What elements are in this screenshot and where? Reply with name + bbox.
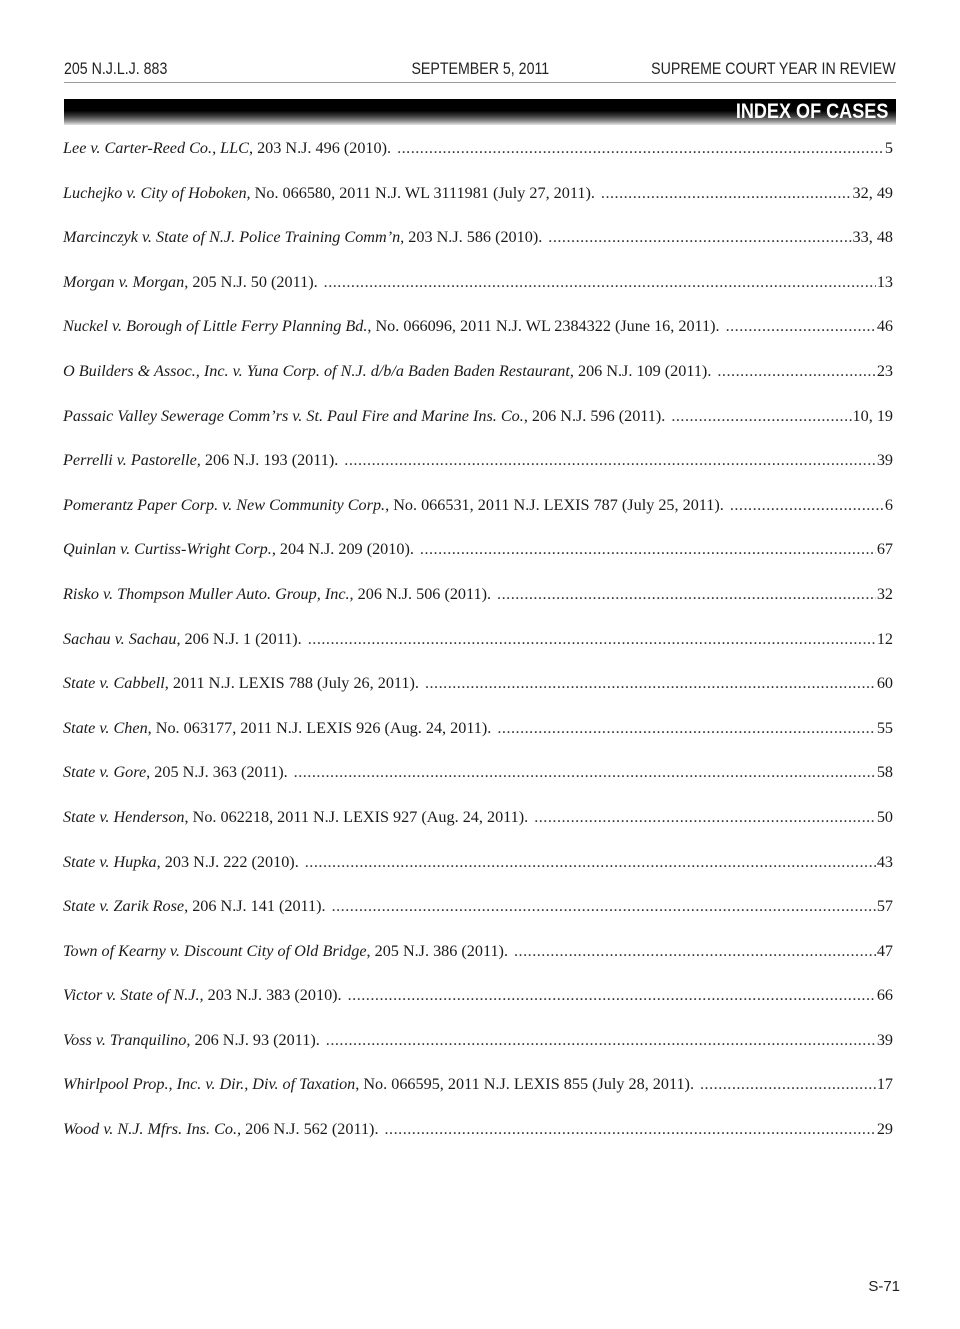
index-entry (63, 1120, 893, 1165)
case-citation: , 203 N.J. 496 (2010). (248, 139, 392, 157)
case-name: Luchejko v. City of Hoboken, (63, 183, 251, 202)
case-name: State v. Chen (63, 718, 148, 737)
index-entry-line (63, 897, 893, 916)
case-name: Wood v. N.J. Mfrs. Ins. Co., (63, 1120, 242, 1139)
page-reference: 46 (876, 317, 893, 336)
index-entry-line (63, 451, 893, 470)
dot-leader (348, 986, 876, 1005)
section-banner (64, 99, 896, 125)
index-entry-line (63, 763, 893, 782)
dot-leader (730, 496, 884, 515)
page-number: S-71 (868, 1278, 900, 1295)
index-entry (63, 407, 893, 452)
index-entry-line (63, 496, 893, 515)
index-entry-line (63, 317, 893, 336)
index-entry (63, 763, 893, 808)
case-name: Lee v. Carter-Reed Co., LLC (63, 139, 249, 157)
case-name: Quinlan v. Curtiss-Wright Corp. (63, 540, 272, 559)
dot-leader (332, 897, 876, 916)
case-name: Sachau v. Sachau (63, 629, 177, 648)
index-entry-line (63, 986, 893, 1005)
index-entry (63, 496, 893, 541)
case-name: Passaic Valley Sewerage Comm’rs v. St. Paul Fire and Marine Ins. Co. (63, 406, 524, 425)
index-entry (63, 986, 893, 1031)
index-entry (63, 451, 893, 496)
page-reference: 10, 19 (852, 406, 893, 425)
index-entry (63, 228, 893, 273)
dot-leader (497, 585, 876, 604)
case-citation: 206 N.J. 193 (2011). (200, 451, 339, 470)
case-citation: 203 N.J. 383 (2010). (203, 986, 342, 1005)
index-entry (63, 942, 893, 987)
case-name: Perrelli v. Pastorelle, (63, 451, 201, 470)
case-citation: 205 N.J. 50 (2011). (188, 272, 318, 291)
index-entry (63, 362, 893, 407)
case-citation: 206 N.J. 562 (2011). (241, 1120, 379, 1139)
index-entry (63, 630, 893, 675)
index-entry-line (63, 585, 893, 604)
index-entry-line (63, 139, 893, 158)
case-citation: 206 N.J. 506 (2011). (353, 584, 492, 603)
page-reference: 66 (876, 986, 893, 1005)
case-citation: No. 066580, 2011 N.J. WL 3111981 (July 27, 2011). (250, 183, 595, 202)
index-entry-line (63, 719, 893, 738)
page-reference: 5 (884, 139, 893, 157)
page-reference: 12 (876, 629, 893, 648)
case-name: Risko v. Thompson Muller Auto. Group, Inc., (63, 584, 354, 603)
index-entry-line (63, 1075, 893, 1094)
case-citation: , No. 066531, 2011 N.J. LEXIS 787 (July 25, 2011). (385, 495, 724, 514)
case-name: State v. Henderson (63, 807, 185, 826)
index-entry-line (63, 1120, 893, 1139)
case-citation: , No. 066096, 2011 N.J. WL 2384322 (June 16, 2011). (367, 317, 720, 336)
index-entry-line (63, 362, 893, 381)
index-entry-line (63, 1031, 893, 1050)
case-citation: , 204 N.J. 209 (2010). (271, 540, 414, 559)
dot-leader (326, 1031, 876, 1050)
case-citation: , 205 N.J. 363 (2011). (146, 763, 288, 782)
dot-leader (726, 317, 876, 336)
case-name: State v. Zarik Rose (63, 897, 185, 916)
index-entry-line (63, 184, 893, 203)
page-reference: 33, 48 (852, 228, 893, 247)
case-name: Town of Kearny v. Discount City of Old Bridge (63, 941, 367, 960)
case-name: Pomerantz Paper Corp. v. New Community Corp. (63, 495, 386, 514)
case-citation: , 2011 N.J. LEXIS 788 (July 26, 2011). (164, 674, 419, 693)
index-entry (63, 674, 893, 719)
case-citation: , 205 N.J. 386 (2011). (366, 941, 508, 960)
index-entry-line (63, 853, 893, 872)
dot-leader (305, 853, 876, 872)
dot-leader (497, 719, 875, 738)
issue-date: SEPTEMBER 5, 2011 (411, 60, 550, 78)
case-name: Whirlpool Prop., Inc. v. Dir., Div. of Taxation (63, 1075, 356, 1094)
dot-leader (671, 407, 851, 426)
index-entry (63, 273, 893, 318)
case-name: Victor v. State of N.J., (63, 986, 204, 1005)
dot-leader (308, 630, 876, 649)
dot-leader (397, 139, 884, 158)
publication-section: SUPREME COURT YEAR IN REVIEW (651, 60, 896, 78)
case-name: Morgan v. Morgan, (63, 272, 189, 291)
dot-leader (700, 1075, 876, 1094)
dot-leader (534, 808, 876, 827)
case-name: State v. Cabbell (63, 674, 165, 693)
index-entry (63, 1075, 893, 1120)
page-reference: 55 (876, 718, 893, 737)
page-reference: 43 (876, 852, 893, 871)
page-reference: 23 (876, 361, 893, 380)
index-entry-line (63, 674, 893, 693)
case-name: State v. Hupka (63, 852, 157, 871)
case-citation: , 206 N.J. 596 (2011). (523, 406, 666, 425)
case-name: Voss v. Tranquilino, (63, 1030, 191, 1049)
case-index-list (63, 139, 893, 1165)
page-reference: 60 (876, 674, 893, 693)
running-head (64, 60, 896, 82)
case-citation: , No. 066595, 2011 N.J. LEXIS 855 (July 28, 2011). (355, 1075, 694, 1094)
page-reference: 32, 49 (852, 183, 893, 202)
page-reference: 58 (876, 763, 893, 782)
page-reference: 39 (876, 451, 893, 470)
case-name: O Builders & Assoc., Inc. v. Yuna Corp. of N.J. d/b/a Baden Baden Restaurant (63, 361, 570, 380)
index-entry (63, 1031, 893, 1076)
dot-leader (717, 362, 875, 381)
dot-leader (420, 540, 876, 559)
index-entry-line (63, 540, 893, 559)
page-reference: 50 (876, 807, 893, 826)
index-entry (63, 585, 893, 630)
header-rule (64, 82, 896, 83)
case-citation: , 206 N.J. 109 (2011). (569, 361, 712, 380)
page-reference: 39 (876, 1030, 893, 1049)
index-entry (63, 897, 893, 942)
page-reference: 57 (876, 897, 893, 916)
case-name: Marcinczyk v. State of N.J. Police Training Comm’n, (63, 228, 405, 247)
case-name: Nuckel v. Borough of Little Ferry Planning Bd. (63, 317, 368, 336)
index-entry-line (63, 942, 893, 961)
index-entry-line (63, 808, 893, 827)
index-entry (63, 853, 893, 898)
index-entry (63, 719, 893, 764)
case-citation: , No. 063177, 2011 N.J. LEXIS 926 (Aug. 24, 2011). (147, 718, 492, 737)
index-entry (63, 317, 893, 362)
dot-leader (425, 674, 876, 693)
journal-citation: 205 N.J.L.J. 883 (64, 60, 168, 78)
dot-leader (548, 228, 851, 247)
page-reference: 17 (876, 1075, 893, 1094)
section-title: INDEX OF CASES (735, 100, 888, 123)
page-reference: 6 (884, 495, 893, 514)
index-entry-line (63, 407, 893, 426)
case-citation: , 206 N.J. 141 (2011). (184, 897, 326, 916)
index-entry (63, 540, 893, 585)
dot-leader (344, 451, 876, 470)
case-citation: , 206 N.J. 1 (2011). (176, 629, 302, 648)
dot-leader (601, 184, 852, 203)
case-name: State v. Gore (63, 763, 147, 782)
index-entry (63, 139, 893, 184)
page-reference: 13 (876, 272, 893, 291)
dot-leader (294, 763, 876, 782)
index-entry (63, 184, 893, 229)
case-citation: 203 N.J. 586 (2010). (404, 228, 543, 247)
page-reference: 32 (876, 584, 893, 603)
dot-leader (385, 1120, 876, 1139)
page-reference: 67 (876, 540, 893, 559)
case-citation: 206 N.J. 93 (2011). (190, 1030, 320, 1049)
dot-leader (514, 942, 876, 961)
dot-leader (324, 273, 876, 292)
index-entry-line (63, 630, 893, 649)
page-reference: 47 (876, 941, 893, 960)
page-reference: 29 (876, 1120, 893, 1139)
case-citation: , No. 062218, 2011 N.J. LEXIS 927 (Aug. 24, 2011). (184, 807, 529, 826)
case-citation: , 203 N.J. 222 (2010). (156, 852, 299, 871)
index-entry (63, 808, 893, 853)
index-entry-line (63, 228, 893, 247)
index-entry-line (63, 273, 893, 292)
